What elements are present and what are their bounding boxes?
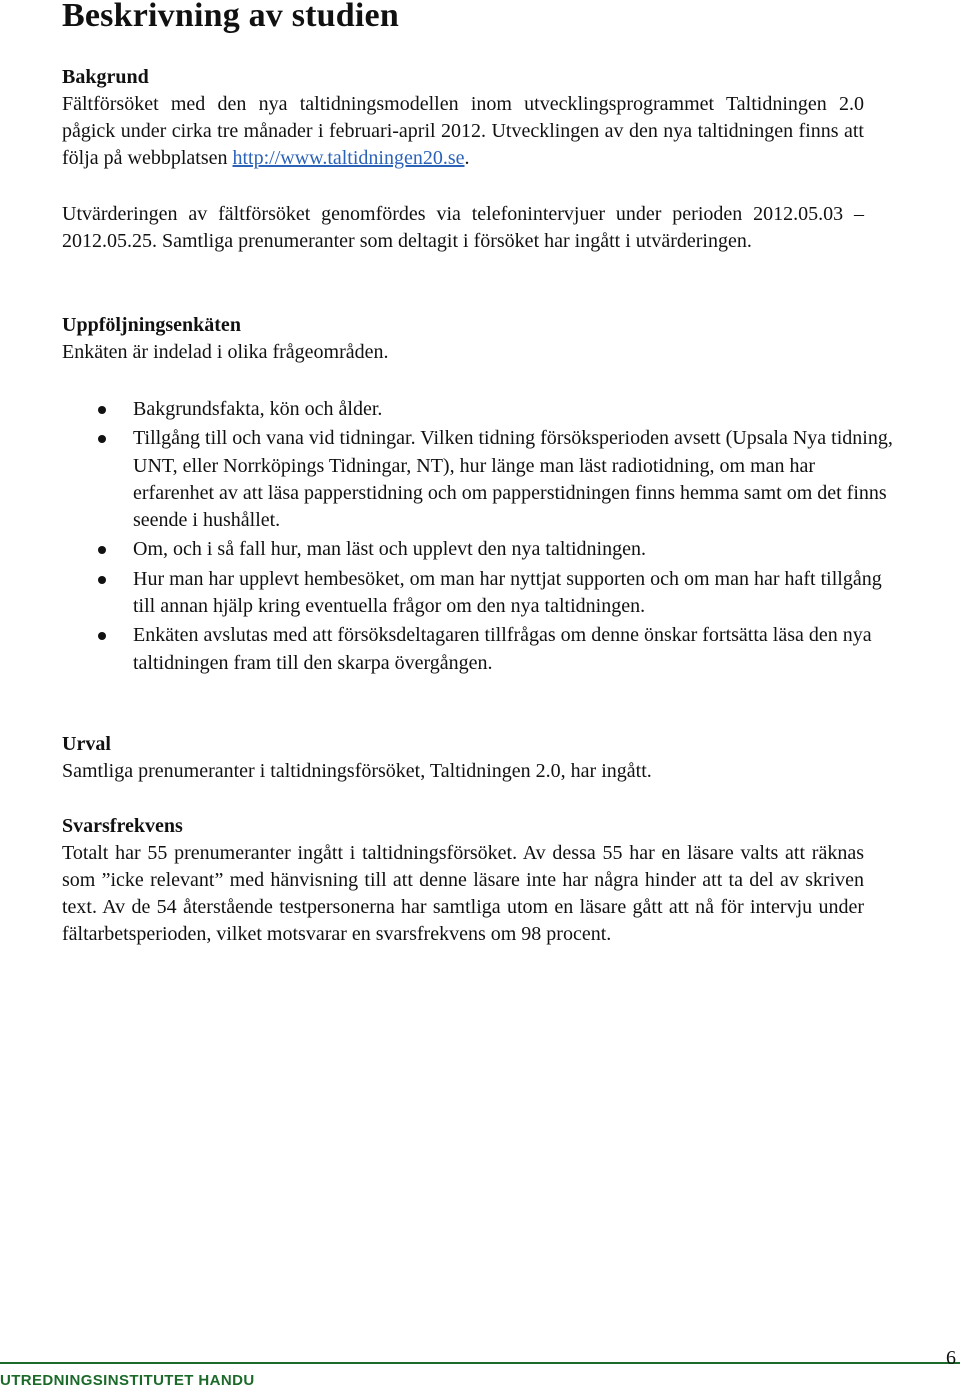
list-item	[62, 622, 900, 677]
list-item	[62, 536, 900, 563]
section-svarsfrekvens	[62, 813, 864, 948]
bakgrund-paragraph-1-text: Fältförsöket med den nya taltidningsmodellen inom utvecklingsprogrammet Taltidningen 2.0 pågick under cirka tre månader i februari-april 2012. Utvecklingen av den nya taltidningen finns att följa på webbplatsen	[62, 93, 864, 169]
section-uppfoljning	[62, 312, 864, 366]
list-item-text: Tillgång till och vana vid tidningar. Vilken tidning försöksperioden avsett (Upsala Nya tidning, UNT, eller Norrköpings Tidningar, NT), hur länge man läst radiotidning, om man har erfarenhet av att läsa papperstidning och om papperstidningen finns hemma samt om det finns seende i hushållet.	[133, 427, 893, 532]
list-item-text: Hur man har upplevt hembesöket, om man har nyttjat supporten och om man har haft tillgång till annan hjälp kring eventuella frågor om den nya taltidningen.	[133, 567, 882, 618]
bullet-icon	[98, 406, 106, 414]
bakgrund-paragraph-2: Utvärderingen av fältförsöket genomfördes via telefonintervjuer under perioden 2012.05.03 – 2012.05.25. Samtliga prenumeranter som deltagit i försöket har ingått i utvärderingen.	[62, 203, 864, 252]
bullet-icon	[98, 632, 106, 640]
uppfoljning-bullet-list	[0, 396, 900, 679]
uppfoljning-intro: Enkäten är indelad i olika frågeområden.	[62, 341, 389, 363]
section-urval	[62, 731, 864, 785]
list-item	[62, 425, 900, 534]
list-item-text: Om, och i så fall hur, man läst och upplevt den nya taltidningen.	[133, 538, 646, 561]
page-number: 6	[946, 1347, 956, 1369]
page-title: Beskrivning av studien	[62, 0, 399, 34]
section-heading-uppfoljning: Uppföljningsenkäten	[62, 314, 241, 336]
section-heading-urval: Urval	[62, 733, 111, 755]
bullet-icon	[98, 576, 106, 584]
list-item-text: Bakgrundsfakta, kön och ålder.	[133, 398, 383, 420]
section-bakgrund	[62, 64, 864, 172]
footer-divider	[0, 1362, 960, 1364]
bullet-icon	[98, 435, 106, 443]
list-item	[62, 396, 900, 423]
bakgrund-paragraph-1-end: .	[464, 147, 470, 169]
list-item	[62, 566, 900, 621]
section-utvardering	[62, 201, 864, 255]
bullet-icon	[98, 546, 106, 554]
section-heading-bakgrund: Bakgrund	[62, 66, 149, 88]
website-link[interactable]: http://www.taltidningen20.se	[232, 147, 465, 169]
bakgrund-paragraph-1	[62, 91, 864, 172]
list-item-text: Enkäten avslutas med att försöksdeltagaren tillfrågas om denne önskar fortsätta läsa den nya taltidningen fram till den skarpa övergången.	[133, 624, 872, 674]
urval-text: Samtliga prenumeranter i taltidningsförsöket, Taltidningen 2.0, har ingått.	[62, 760, 652, 782]
section-heading-svarsfrekvens: Svarsfrekvens	[62, 815, 183, 837]
footer-organization: UTREDNINGSINSTITUTET HANDU	[0, 1372, 255, 1389]
svarsfrekvens-text: Totalt har 55 prenumeranter ingått i taltidningsförsöket. Av dessa 55 har en läsare valts att räknas som ”icke relevant” med hänvisning till att denne läsare inte har några hinder att ta del av skriven text. Av de 54 återstående testpersonerna har samtliga utom en läsare gått att nå för intervju under fältarbetsperioden, vilket motsvarar en svarsfrekvens om 98 procent.	[62, 842, 864, 945]
